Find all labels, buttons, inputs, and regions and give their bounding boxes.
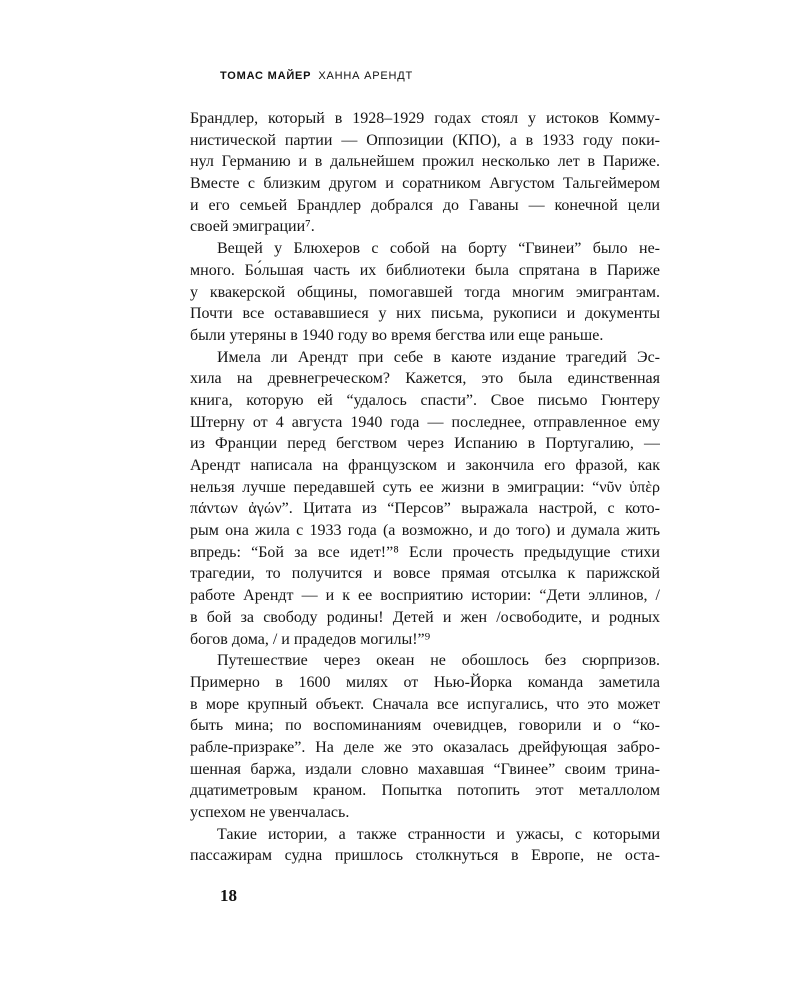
paragraph bbox=[190, 650, 660, 824]
paragraph bbox=[190, 238, 660, 346]
text-line: Имела ли Арендт при себе в каюте издание трагедий Эс- bbox=[217, 348, 660, 366]
text-line: рым она жила с 1933 года (а возможно, и до того) и думала жить bbox=[190, 522, 660, 540]
text-line: нул Германию и в дальнейшем прожил несколько лет в Париже. bbox=[190, 153, 660, 171]
text-line: из Франции перед бегством через Испанию в Португалию, — bbox=[190, 435, 660, 453]
paragraph bbox=[190, 347, 660, 651]
text-line: πάντων ἀγών”. Цитата из “Персов” выражала настрой, с кото- bbox=[190, 500, 660, 518]
text-line: успехом не увенчалась. bbox=[190, 804, 350, 821]
text-line: нистической партии — Оппозиции (КПО), а в 1933 году поки- bbox=[190, 131, 660, 149]
text-line: в море крупный объект. Сначала все испугались, что это может bbox=[190, 695, 660, 713]
text-line: много. Бо́льшая часть их библиотеки была спрятана в Париже bbox=[190, 261, 660, 279]
text-line: впредь: “Бой за все идет!”⁸ Если прочесть предыдущие стихи bbox=[190, 543, 660, 561]
page-number: 18 bbox=[220, 886, 237, 905]
text-line: нельзя лучше передавшей суть ее жизни в эмиграции: “νῦν ὑπὲρ bbox=[190, 478, 660, 496]
text-line: быть мина; по воспоминаниям очевидцев, говорили и о “ко- bbox=[190, 717, 660, 735]
paragraph bbox=[190, 824, 660, 867]
body-text bbox=[190, 108, 660, 867]
text-line: и его семьей Брандлер добрался до Гаваны — конечной цели bbox=[190, 196, 660, 214]
text-line: Арендт написала на французском и закончила его фразой, как bbox=[190, 457, 660, 474]
text-line: дцатиметровым краном. Попытка потопить этот металлолом bbox=[190, 782, 660, 800]
text-line: Такие истории, а также странности и ужасы, с которыми bbox=[217, 825, 660, 843]
running-head-author: ТОМАС МАЙЕР bbox=[220, 70, 312, 82]
text-line: богов дома, / и прадедов могилы!”⁹ bbox=[190, 630, 431, 648]
text-line: шенная баржа, издали словно махавшая “Гвинее” своим трина- bbox=[190, 760, 660, 778]
text-line: Вещей у Блюхеров с собой на борту “Гвинеи” было не- bbox=[217, 240, 660, 258]
text-line: были утеряны в 1940 году во время бегства или еще раньше. bbox=[190, 326, 604, 344]
text-line: Штерну от 4 августа 1940 года — последнее, отправленное ему bbox=[190, 413, 660, 431]
text-line: трагедии, то получится и вовсе прямая отсылка к парижской bbox=[190, 565, 660, 583]
text-line: хила на древнегреческом? Кажется, это была единственная bbox=[190, 370, 660, 388]
running-head bbox=[220, 70, 413, 82]
text-line: своей эмиграции⁷. bbox=[190, 218, 315, 236]
text-line: пассажирам судна пришлось столкнуться в Европе, не оста- bbox=[190, 847, 660, 865]
text-line: у квакерской общины, помогавшей тогда многим эмигрантам. bbox=[190, 283, 660, 301]
text-line: работе Арендт — и к ее восприятию истории: “Дети эллинов, / bbox=[190, 587, 660, 605]
text-line: Почти все остававшиеся у них письма, рукописи и документы bbox=[190, 305, 660, 323]
text-line: в бой за свободу родины! Детей и жен /освободите, и родных bbox=[190, 608, 660, 626]
running-head-title: ХАННА АРЕНДТ bbox=[318, 70, 414, 82]
text-line: Путешествие через океан не обошлось без сюрпризов. bbox=[217, 652, 660, 670]
text-line: Примерно в 1600 милях от Нью-Йорка команда заметила bbox=[190, 673, 660, 691]
text-line: рабле-призраке”. На деле же это оказалась дрейфующая забро- bbox=[190, 738, 660, 756]
text-line: Брандлер, который в 1928–1929 годах стоял у истоков Комму- bbox=[190, 110, 660, 127]
paragraph bbox=[190, 108, 660, 238]
text-line: Вместе с близким другом и соратником Августом Тальгеймером bbox=[190, 175, 660, 193]
text-line: книга, которую ей “удалось спасти”. Свое письмо Гюнтеру bbox=[190, 391, 660, 409]
